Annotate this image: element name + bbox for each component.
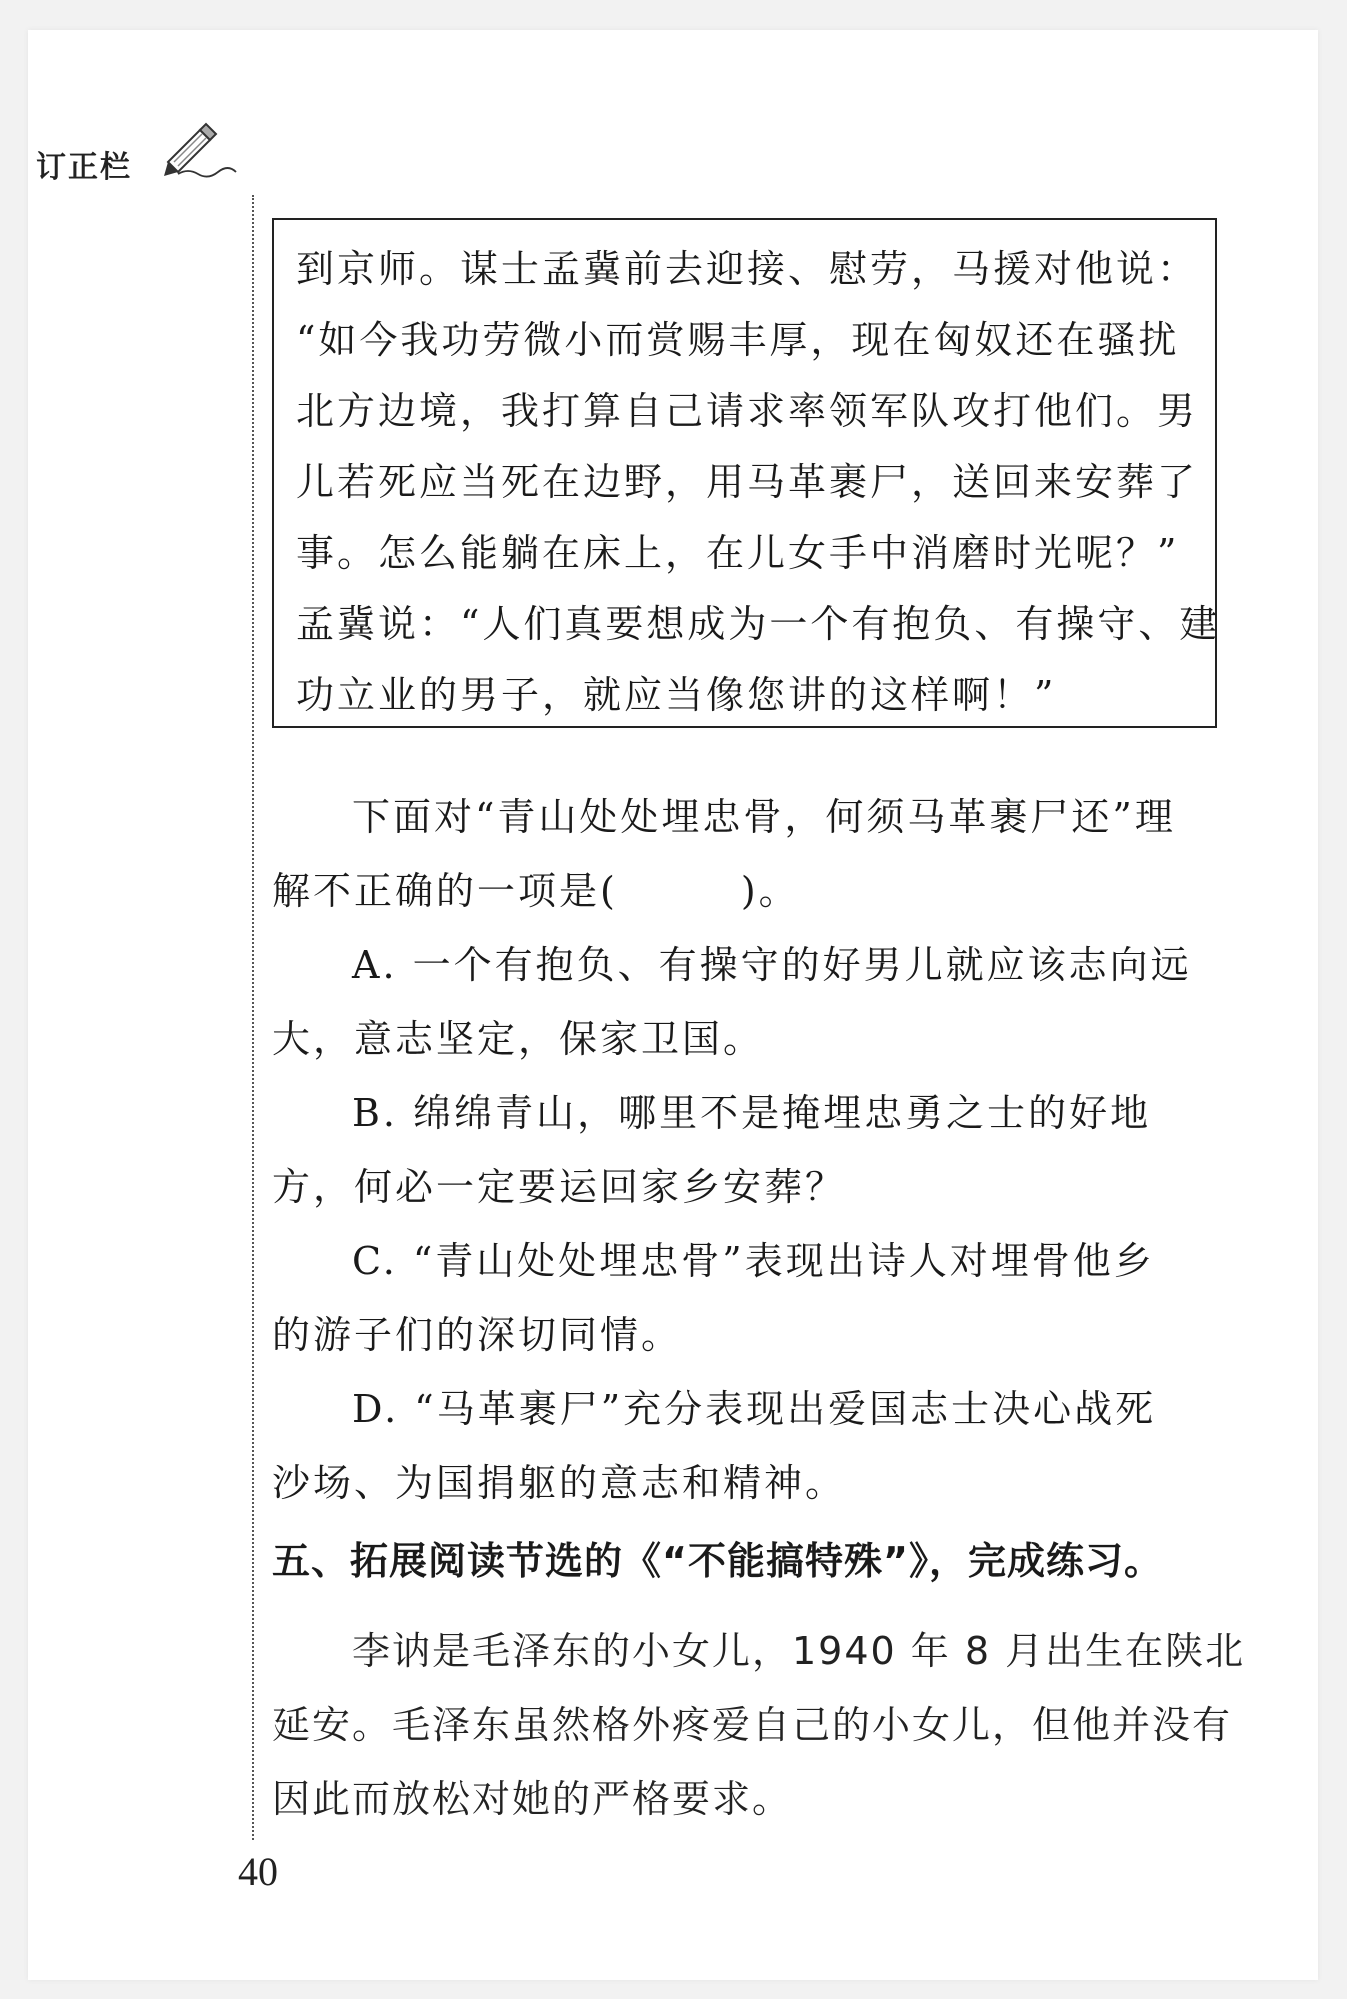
- reading-line: 李讷是毛泽东的小女儿，1940 年 8 月出生在陕北: [352, 1629, 1246, 1673]
- question-stem: 下面对“青山处处埋忠骨，何须马革裹尸还”理: [352, 795, 1176, 839]
- translation-line: 孟冀说：“人们真要想成为一个有抱负、有操守、建: [296, 602, 1221, 646]
- option-c: C. “青山处处埋忠骨”表现出诗人对埋骨他乡: [352, 1239, 1155, 1283]
- option-b: B. 绵绵青山，哪里不是掩埋忠勇之士的好地: [352, 1091, 1152, 1135]
- reading-line: 因此而放松对她的严格要求。: [272, 1777, 793, 1821]
- option-d-continued: 沙场、为国捐躯的意志和精神。: [272, 1461, 847, 1505]
- margin-dotted-rule: [252, 195, 254, 1840]
- option-a-continued: 大，意志坚定，保家卫国。: [272, 1017, 765, 1061]
- translation-line: 儿若死应当死在边野，用马革裹尸，送回来安葬了: [296, 460, 1199, 504]
- option-a: A. 一个有抱负、有操守的好男儿就应该志向远: [352, 943, 1192, 987]
- translation-line: “如今我功劳微小而赏赐丰厚，现在匈奴还在骚扰: [296, 318, 1180, 362]
- translation-box: [272, 218, 1221, 728]
- option-d: D. “马革裹尸”充分表现出爱国志士决心战死: [352, 1387, 1157, 1431]
- translation-line: 事。怎么能躺在床上，在儿女手中消磨时光呢？”: [296, 531, 1180, 575]
- page-number: 40: [238, 1849, 278, 1894]
- translation-line: 北方边境，我打算自己请求率领军队攻打他们。男: [296, 389, 1199, 433]
- translation-line: 到京师。谋士孟冀前去迎接、慰劳，马援对他说：: [296, 247, 1199, 291]
- question-stem-continued: 解不正确的一项是( )。: [272, 869, 800, 913]
- pencil-icon: [158, 122, 238, 178]
- translation-line: 功立业的男子，就应当像您讲的这样啊！”: [296, 673, 1057, 717]
- correction-column-label: 订正栏: [36, 150, 132, 185]
- reading-line: 延安。毛泽东虽然格外疼爱自己的小女儿，但他并没有: [272, 1703, 1233, 1747]
- option-c-continued: 的游子们的深切同情。: [272, 1313, 683, 1357]
- section-heading: 五、拓展阅读节选的《“不能搞特殊”》，完成练习。: [272, 1539, 1163, 1583]
- option-b-continued: 方，何必一定要运回家乡安葬？: [272, 1165, 847, 1209]
